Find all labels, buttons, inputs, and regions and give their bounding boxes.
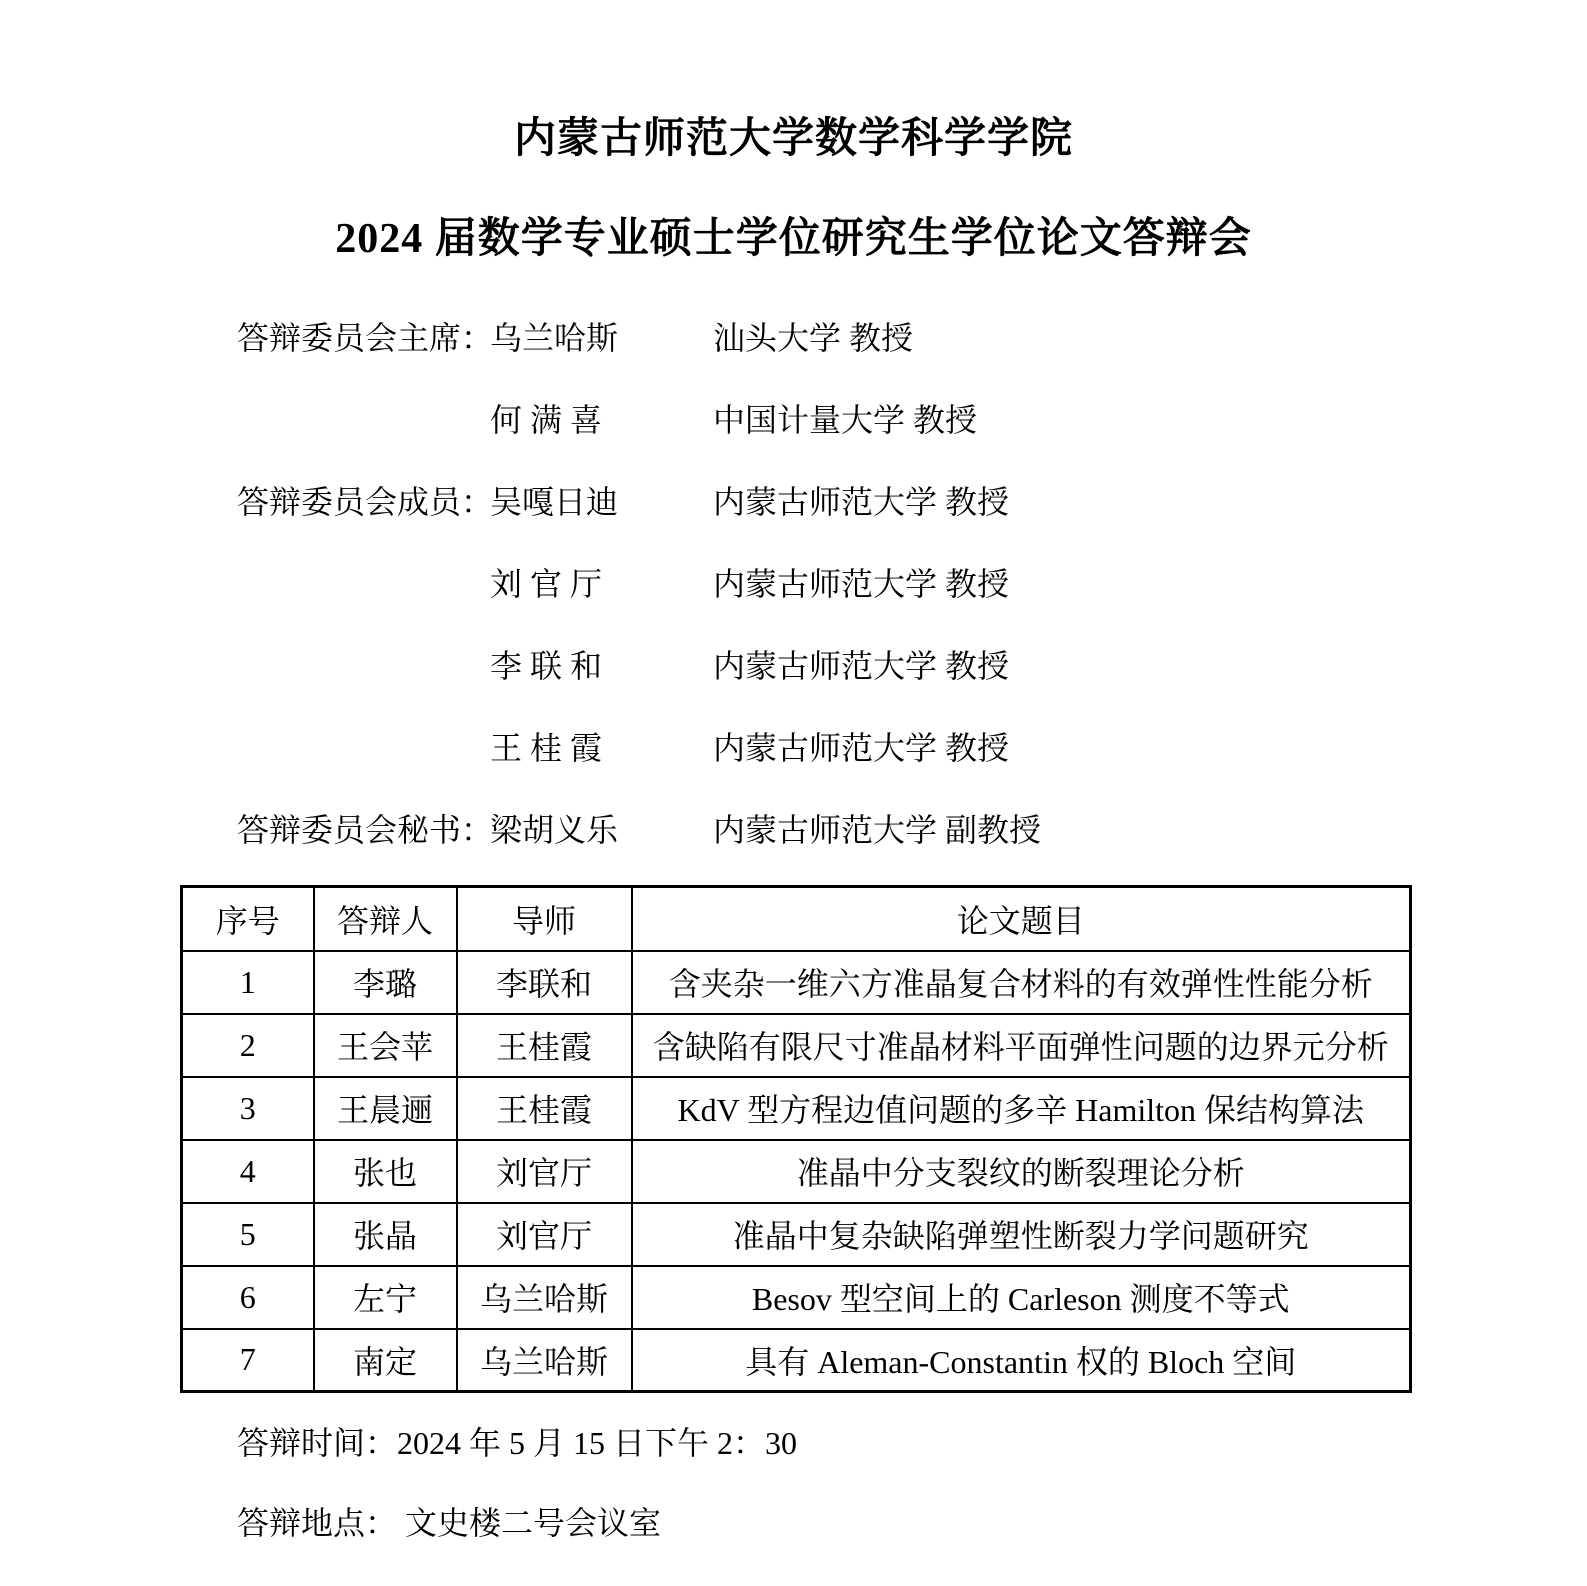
header-index: 序号 xyxy=(182,887,314,951)
cell-index: 2 xyxy=(182,1014,314,1077)
cell-defender: 南定 xyxy=(314,1329,457,1392)
cell-thesis-title: KdV 型方程边值问题的多辛 Hamilton 保结构算法 xyxy=(632,1077,1411,1140)
committee-role-label: 答辩委员会成员： xyxy=(237,484,494,520)
committee-role-label: 答辩委员会秘书： xyxy=(237,812,494,848)
page-title: 内蒙古师范大学数学科学学院 xyxy=(513,116,1073,162)
table-row xyxy=(182,1014,1411,1077)
committee-section xyxy=(237,295,1587,869)
committee-row xyxy=(237,541,1587,623)
cell-defender: 张晶 xyxy=(314,1203,457,1266)
committee-member-affiliation: 内蒙古师范大学 教授 xyxy=(713,484,1010,520)
table-row xyxy=(182,1329,1411,1392)
committee-role-label: 答辩委员会主席： xyxy=(237,320,494,356)
cell-index: 4 xyxy=(182,1140,314,1203)
committee-row xyxy=(237,295,1587,377)
header-advisor: 导师 xyxy=(457,887,632,951)
cell-defender: 王晨逦 xyxy=(314,1077,457,1140)
cell-advisor: 乌兰哈斯 xyxy=(457,1329,632,1392)
defense-time: 答辩时间：2024 年 5 月 15 日下午 2：30 xyxy=(237,1425,798,1461)
cell-advisor: 刘官厅 xyxy=(457,1140,632,1203)
committee-row xyxy=(237,459,1587,541)
header-thesis-title: 论文题目 xyxy=(632,887,1411,951)
committee-row xyxy=(237,705,1587,787)
table-row xyxy=(182,1266,1411,1329)
table-header-row xyxy=(182,887,1411,951)
cell-advisor: 王桂霞 xyxy=(457,1077,632,1140)
cell-thesis-title: 准晶中复杂缺陷弹塑性断裂力学问题研究 xyxy=(632,1203,1411,1266)
header-defender: 答辩人 xyxy=(314,887,457,951)
cell-advisor: 刘官厅 xyxy=(457,1203,632,1266)
committee-member-name: 李 联 和 xyxy=(490,648,603,684)
cell-advisor: 李联和 xyxy=(457,951,632,1014)
committee-member-affiliation: 内蒙古师范大学 教授 xyxy=(713,566,1010,602)
committee-member-name: 何 满 喜 xyxy=(490,402,603,438)
defense-location: 答辩地点： 文史楼二号会议室 xyxy=(237,1505,662,1541)
cell-defender: 李璐 xyxy=(314,951,457,1014)
cell-defender: 左宁 xyxy=(314,1266,457,1329)
footer-section xyxy=(237,1401,1587,1561)
committee-member-affiliation: 内蒙古师范大学 教授 xyxy=(713,730,1010,766)
cell-advisor: 王桂霞 xyxy=(457,1014,632,1077)
cell-index: 3 xyxy=(182,1077,314,1140)
committee-member-affiliation: 中国计量大学 教授 xyxy=(713,402,978,438)
cell-index: 6 xyxy=(182,1266,314,1329)
cell-index: 5 xyxy=(182,1203,314,1266)
committee-row xyxy=(237,787,1587,869)
cell-index: 1 xyxy=(182,951,314,1014)
cell-thesis-title: Besov 型空间上的 Carleson 测度不等式 xyxy=(632,1266,1411,1329)
cell-defender: 张也 xyxy=(314,1140,457,1203)
committee-row xyxy=(237,623,1587,705)
committee-member-name: 王 桂 霞 xyxy=(490,730,603,766)
table-row xyxy=(182,951,1411,1014)
table-row xyxy=(182,1140,1411,1203)
table-row xyxy=(182,1077,1411,1140)
committee-member-name: 梁胡义乐 xyxy=(490,812,619,848)
cell-advisor: 乌兰哈斯 xyxy=(457,1266,632,1329)
cell-defender: 王会苹 xyxy=(314,1014,457,1077)
committee-member-affiliation: 内蒙古师范大学 教授 xyxy=(713,648,1010,684)
cell-thesis-title: 准晶中分支裂纹的断裂理论分析 xyxy=(632,1140,1411,1203)
defense-table xyxy=(180,885,1412,1393)
table-row xyxy=(182,1203,1411,1266)
committee-member-affiliation: 内蒙古师范大学 副教授 xyxy=(713,812,1042,848)
committee-member-name: 吴嘎日迪 xyxy=(490,484,619,520)
committee-member-name: 乌兰哈斯 xyxy=(490,320,619,356)
cell-index: 7 xyxy=(182,1329,314,1392)
committee-member-affiliation: 汕头大学 教授 xyxy=(713,320,914,356)
cell-thesis-title: 含夹杂一维六方准晶复合材料的有效弹性性能分析 xyxy=(632,951,1411,1014)
cell-thesis-title: 具有 Aleman-Constantin 权的 Bloch 空间 xyxy=(632,1329,1411,1392)
page-subtitle: 2024 届数学专业硕士学位研究生学位论文答辩会 xyxy=(335,216,1252,262)
committee-row xyxy=(237,377,1587,459)
cell-thesis-title: 含缺陷有限尺寸准晶材料平面弹性问题的边界元分析 xyxy=(632,1014,1411,1077)
committee-member-name: 刘 官 厅 xyxy=(490,566,603,602)
